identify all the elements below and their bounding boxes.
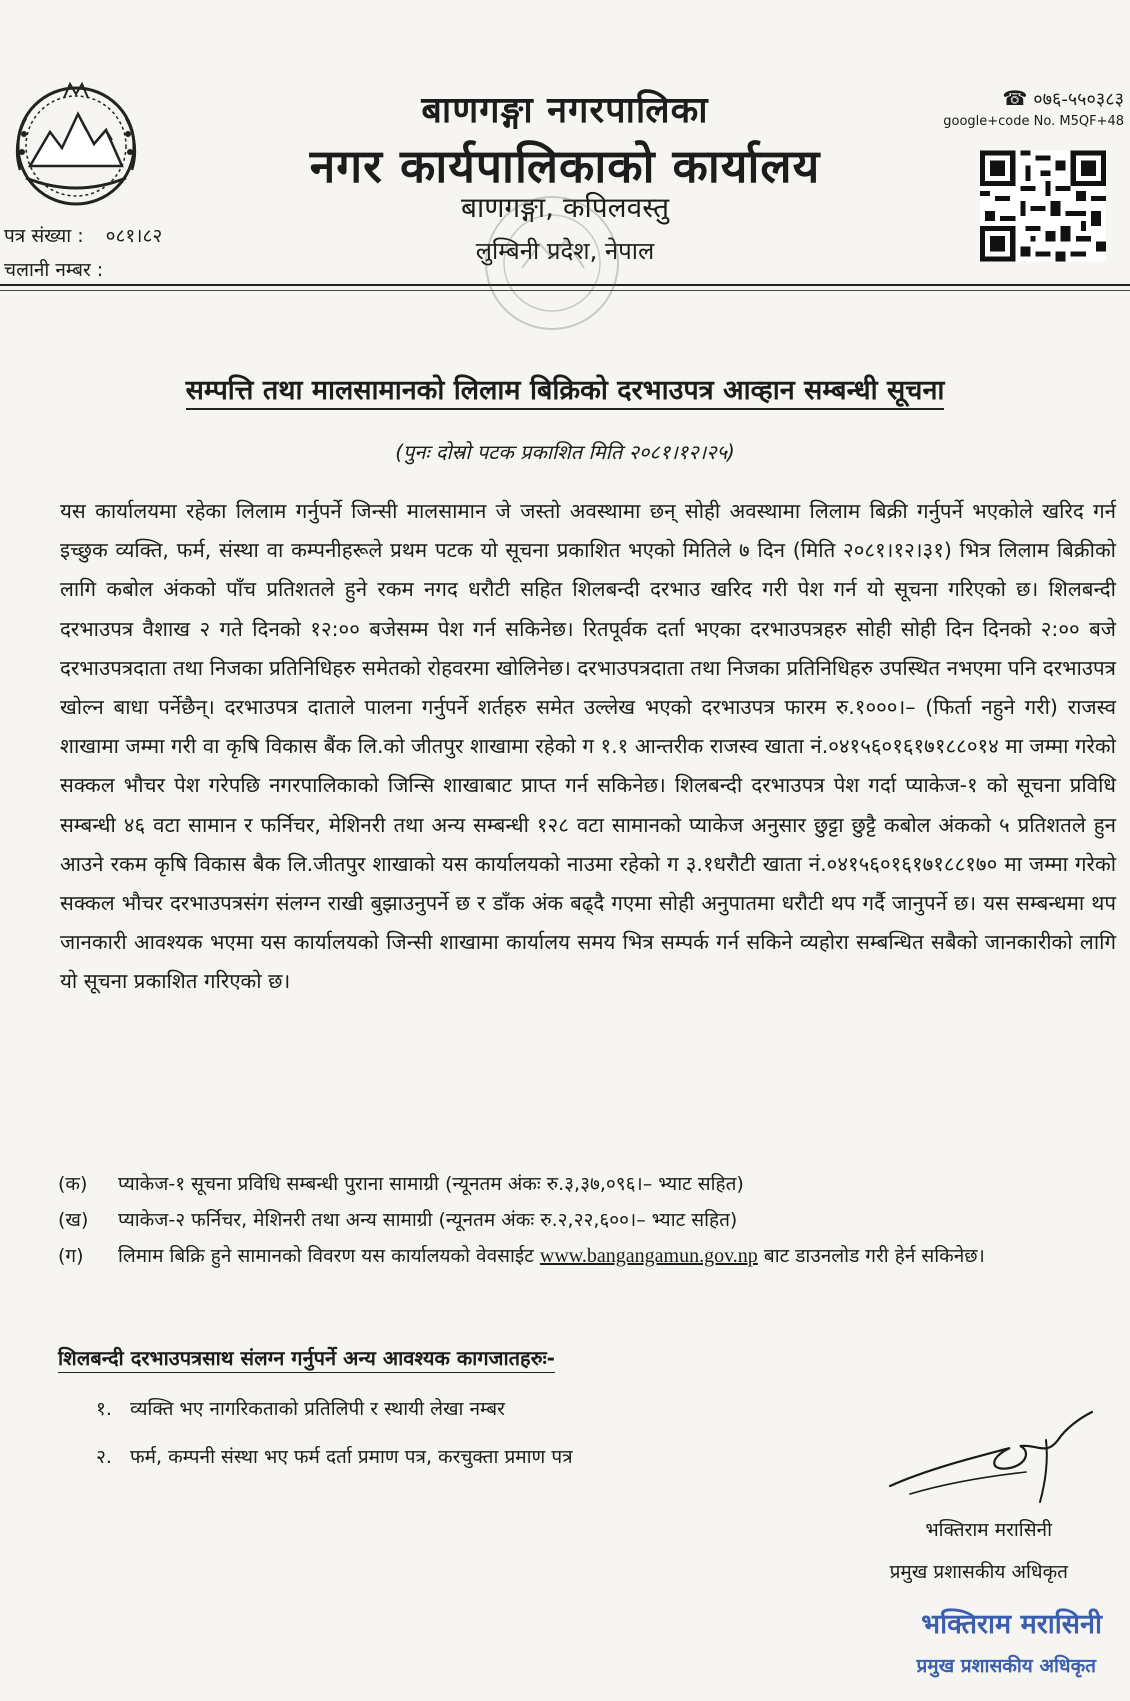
document-number: १.	[96, 1398, 112, 1420]
notice-body: यस कार्यालयमा रहेका लिलाम गर्नुपर्ने जिन्सी मालसामान जे जस्तो अवस्थामा छन् सोही अवस्थामा लिलाम बिक्री गर्नुपर्ने भएकोले खरिद गर्न इच्छुक व्यक्ति, फर्म, संस्था वा कम्पनीहरूले प्रथम पटक यो सूचना प्रकाशित भएको मितिले ७ दिन (मिति २०८१।१२।३१) भित्र लिलाम बिक्रीको लागि कबोल अंकको पाँच प्रतिशतले हुने रकम नगद धरौटी सहित शिलबन्दी दरभाउ खरिद गरी पेश गर्न यो सूचना गरिएको छ। शिलबन्दी दरभाउपत्र वैशाख २ गते दिनको १२:०० बजेसम्म पेश गर्न सकिनेछ। रितपूर्वक दर्ता भएका दरभाउपत्रहरु सोही सोही दिन दिनको २:०० बजे दरभाउपत्रदाता तथा निजका प्रतिनिधिहरु समेतको रोहवरमा खोलिनेछ। दरभाउपत्रदाता तथा निजका प्रतिनिधिहरु उपस्थित नभएमा पनि दरभाउपत्र खोल्न बाधा पर्नेछैन्। दरभाउपत्र दाताले पालना गर्नुपर्ने शर्तहरु समेत उल्लेख भएको दरभाउपत्र फारम रु.१०००।– (फिर्ता नहुने गरी) राजस्व शाखामा जम्मा गरी वा कृषि विकास बैंक लि.को जीतपुर शाखामा रहेको ग १.१ आन्तरीक राजस्व खाता नं.०४१५६०१६१७१८८०१४ मा जम्मा गरेको सक्कल भौचर पेश गरेपछि नगरपालिकाको जिन्सि शाखाबाट प्राप्त गर्न सकिनेछ। शिलबन्दी दरभाउपत्र पेश गर्दा प्याकेज-१ को सूचना प्रविधि सम्बन्धी ४६ वटा सामान र फर्निचर, मेशिनरी तथा अन्य सम्बन्धी १२८ वटा सामानको प्याकेज अनुसार छुट्टा छुट्टै कबोल अंकको ५ प्रतिशतले हुन आउने रकम कृषि विकास बैक लि.जीतपुर शाखाको यस कार्यालयको नाउमा रहेको ग ३.१धरौटी खाता नं.०४१५६०१६१७१८८१७० मा जम्मा गरेको सक्कल भौचर दरभाउपत्रसंग संलग्न राखी बुझाउनुपर्ने छ र डाँक अंक बढ्दै गएमा सोही अनुपातमा धरौटी थप गर्दै जानुपर्ने छ। यस सम्बन्धमा थप जानकारी आवश्यक भएमा यस कार्यालयको जिन्सी शाखामा कार्यालय समय भित्र सम्पर्क गर्न सकिने व्यहोरा सम्बन्धित सबैको जानकारीको लागि यो सूचना प्रकाशित गरिएको छ।	[60, 499, 1116, 994]
package-mark: (ग)	[58, 1245, 84, 1267]
package-text	[118, 1238, 1116, 1274]
republished-date: (पुनः दोस्रो पटक प्रकाशित मिति २०८१।१२।२५)	[395, 440, 735, 464]
letter-number	[4, 222, 162, 248]
document-item	[96, 1443, 573, 1491]
document-number: २.	[96, 1446, 112, 1468]
package-list	[58, 1166, 1116, 1274]
stamp-signer-name: भक्तिराम मरासिनी	[921, 1609, 1102, 1640]
package-text-before: लिमाम बिक्रि हुने सामानको विवरण यस कार्यालयको वेवसाईट	[118, 1245, 534, 1267]
package-text: प्याकेज-१ सूचना प्रविधि सम्बन्धी पुराना सामाग्री (न्यूनतम अंकः रु.३,३७,०९६।– भ्याट सहित)	[118, 1173, 744, 1195]
signature-mark	[870, 1398, 1100, 1508]
package-mark: (क)	[58, 1173, 88, 1195]
package-text: प्याकेज-२ फर्निचर, मेशिनरी तथा अन्य सामाग्री (न्यूनतम अंकः रु.२,२२,६००।– भ्याट सहित)	[118, 1209, 738, 1231]
letter-number-value: ०८१।८२	[105, 225, 163, 247]
office-name: नगर कार्यपालिकाको कार्यालय	[309, 139, 821, 193]
website-link[interactable]: www.bangangamun.gov.np	[539, 1245, 758, 1267]
signer-title: प्रमुख प्रशासकीय अधिकृत	[889, 1561, 1068, 1583]
document-text: फर्म, कम्पनी संस्था भए फर्म दर्ता प्रमाण पत्र, करचुक्ता प्रमाण पत्र	[130, 1446, 573, 1468]
dispatch-number-label: चलानी नम्बर :	[4, 259, 104, 281]
package-text-after: बाट डाउनलोड गरी हेर्न सकिनेछ।	[763, 1245, 985, 1267]
letter-number-label: पत्र संख्या :	[4, 225, 84, 247]
package-item	[58, 1202, 1116, 1238]
nepal-emblem-icon	[6, 74, 146, 214]
documents-list	[96, 1395, 573, 1491]
package-item	[58, 1166, 1116, 1202]
package-mark: (ख)	[58, 1209, 89, 1231]
document-text: व्यक्ति भए नागरिकताको प्रतिलिपी र स्थायी लेखा नम्बर	[130, 1398, 505, 1420]
package-item	[58, 1238, 1116, 1274]
document-item	[96, 1395, 573, 1443]
municipality-name: बाणगङ्गा नगरपालिका	[421, 90, 709, 131]
notice-title	[0, 370, 1130, 407]
qr-code-icon	[980, 150, 1106, 262]
google-plus-code: google+code No. M5QF+48	[943, 114, 1124, 129]
phone-icon: ☎	[1002, 86, 1028, 110]
office-location: बाणगङ्गा, कपिलवस्तु	[460, 191, 670, 224]
phone-number	[1002, 86, 1124, 111]
documents-heading: शिलबन्दी दरभाउपत्रसाथ संलग्न गर्नुपर्ने अन्य आवश्यक कागजातहरुः-	[58, 1344, 555, 1373]
office-seal-icon	[462, 188, 642, 338]
stamp-signer-title: प्रमुख प्रशासकीय अधिकृत	[916, 1655, 1096, 1677]
notice-title-text: सम्पत्ति तथा मालसामानको लिलाम बिक्रिको दरभाउपत्र आव्हान सम्बन्धी सूचना	[186, 375, 945, 410]
signer-name: भक्तिराम मरासिनी	[925, 1519, 1052, 1541]
province-name: लुम्बिनी प्रदेश, नेपाल	[475, 237, 655, 265]
phone-value: ०७६-५५०३८३	[1033, 89, 1124, 110]
